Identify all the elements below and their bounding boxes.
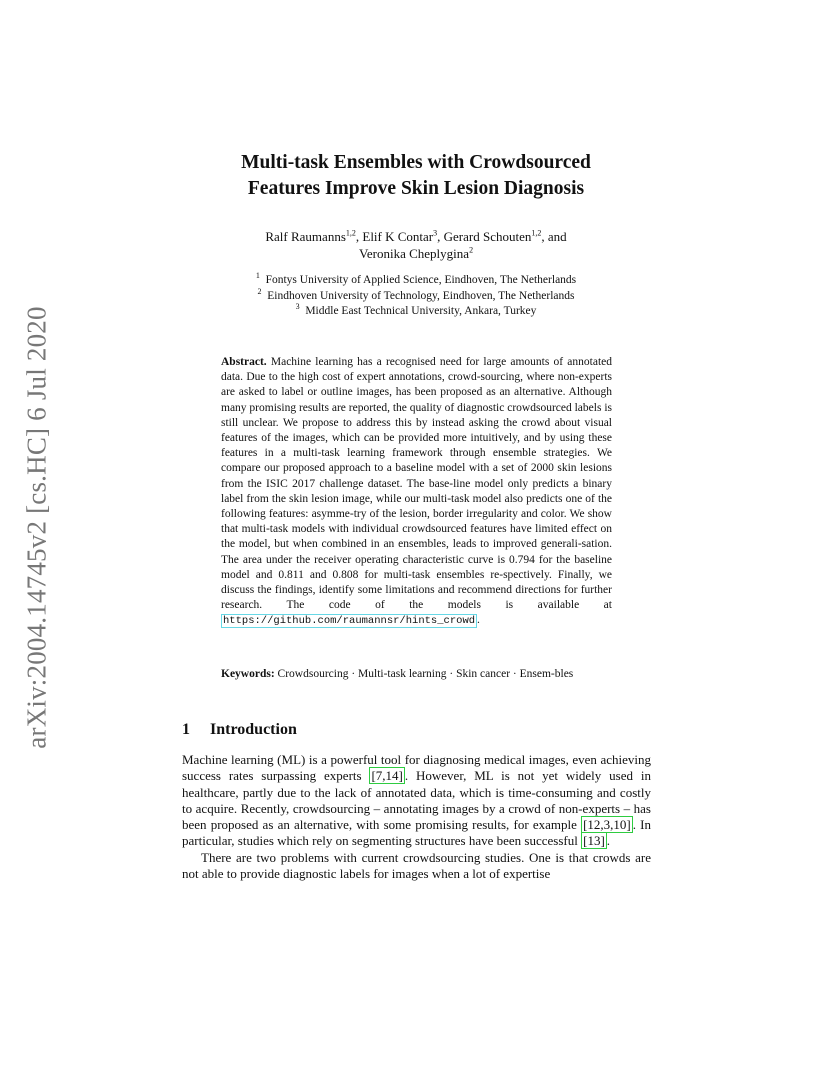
author-2: Elif K Contar xyxy=(362,229,434,244)
affiliation-1: $^1$ Fontys University of Applied Science, Eindhoven, The Netherlands xyxy=(255,271,577,286)
author-1-affil: 1,2 xyxy=(345,228,356,238)
citation-link[interactable]: [7,14] xyxy=(371,768,403,784)
paragraph-1: Machine learning (ML) is a powerful tool for diagnosing medical images, even achieving success rates surpassing experts [7,14] . However, ML is not yet widely used in healthcare, partly due to the lack of annotated data, which is time-consuming and costly to acquire. Recently, crowdsourcing – annotating images by a crowd of non-experts – has been proposed as an alternative, with some promising results, for example [12,3,10] . In particular, studies which rely on segmenting structures have been successful [13] . xyxy=(182,752,651,849)
citation-link[interactable]: [13] xyxy=(583,833,605,849)
author-4: Veronika Cheplygina xyxy=(358,246,470,261)
affiliation-3: $^3$ Middle East Technical University, Ankara, Turkey xyxy=(295,302,537,317)
arxiv-identifier: arXiv:2004.14745v2 [cs.HC] 6 Jul 2020 xyxy=(21,306,52,749)
author-4-affil: 2 xyxy=(469,245,474,255)
paragraph-2: There are two problems with current crowdsourcing studies. One is that crowds are not able to provide diagnostic labels for images when a lot of expertise xyxy=(182,849,651,882)
arxiv-sidebar xyxy=(22,300,52,755)
author-3: Gerard Schouten xyxy=(443,229,532,244)
affiliation-2: $^2$ Eindhoven University of Technology, Eindhoven, The Netherlands xyxy=(257,286,575,302)
code-link[interactable]: https://github.com/raumannsr/hints_crowd xyxy=(223,615,476,628)
citation-link[interactable]: [12,3,10] xyxy=(583,817,631,833)
keywords-text: Crowdsourcing · Multi-task learning · Skin cancer · Ensem-bles xyxy=(277,668,574,680)
author-2-affil: 3 xyxy=(433,228,438,238)
abstract: Abstract. Machine learning has a recognised need for large amounts of annotated data. Due to the high cost of expert annotations, crowd-sourcing, where non-experts are asked to label or outline images, has been proposed as an alternative. Although many promising results are reported, the quality of diagnostic crowdsourced labels is still unclear. We propose to address this by instead asking the crowd about visual features of the images, which can be provided more intuitively, and by using these features in a multi-task learning framework through ensemble strategies. We compare our proposed approach to a baseline model with a set of 2000 skin lesions from the ISIC 2017 challenge dataset. The base-line model only predicts a binary label from the skin lesion image, while our multi-task model also predicts one of the following features: asymme-try of the lesion, border irregularity and color. We show that multi-task models with individual crowdsourced features have limited effect on the model, but when combined in an ensembles, leads to improved generali-sation. The area under the receiver operating characteristic curve is 0.794 for the baseline model and 0.811 and 0.808 for multi-task ensembles re-spectively. Finally, we discuss the findings, identify some limitations and recommend directions for further research. The code of the models is available at https://github.com/raumannsr/hints_crowd . xyxy=(221,356,612,628)
author-and: and xyxy=(547,229,567,244)
author-list: Ralf Raumanns$^{1,2}$, Elif K Contar$^3$, Gerard Schouten$^{1,2}$, and Veronika Cheplygina$^2$ xyxy=(265,228,567,261)
title-line-1: Multi-task Ensembles with Crowdsourced xyxy=(241,152,591,173)
section-title: Introduction xyxy=(210,721,297,738)
author-1: Ralf Raumanns xyxy=(265,229,346,244)
section-number: 1 xyxy=(182,721,190,738)
paper-title xyxy=(160,150,672,202)
keywords-label: Keywords: xyxy=(221,668,275,680)
author-3-affil: 1,2 xyxy=(531,228,542,238)
abstract-text: Machine learning has a recognised need for large amounts of annotated data. Due to the high cost of expert annotations, crowd-sourcing, where non-experts are asked to label or outline images, has been proposed as an alternative. Although many promising results are reported, the quality of diagnostic crowdsourced labels is still unclear. We propose to address this by instead asking the crowd about visual features of the images, which can be provided more intuitively, and by using these features in a multi-task learning framework through ensemble strategies. We compare our proposed approach to a baseline model with a set of 2000 skin lesions from the ISIC 2017 challenge dataset. The base-line model only predicts a binary label from the skin lesion image, while our multi-task model also predicts one of the following features: asymme-try of the lesion, border irregularity and color. We show that multi-task models with individual crowdsourced features have limited effect on the model, but when combined in an ensembles, leads to improved generali-sation. The area under the receiver operating characteristic curve is 0.794 for the baseline model and 0.811 and 0.808 for multi-task ensembles re-spectively. Finally, we discuss the findings, identify some limitations and recommend directions for further research. The code of the models is available at xyxy=(221,356,612,612)
title-line-2: Features Improve Skin Lesion Diagnosis xyxy=(247,178,585,199)
affiliation-list xyxy=(160,273,672,320)
intro-body xyxy=(182,752,651,882)
section-heading xyxy=(182,721,297,739)
keywords xyxy=(221,667,612,682)
abstract-label: Abstract. xyxy=(221,356,267,368)
